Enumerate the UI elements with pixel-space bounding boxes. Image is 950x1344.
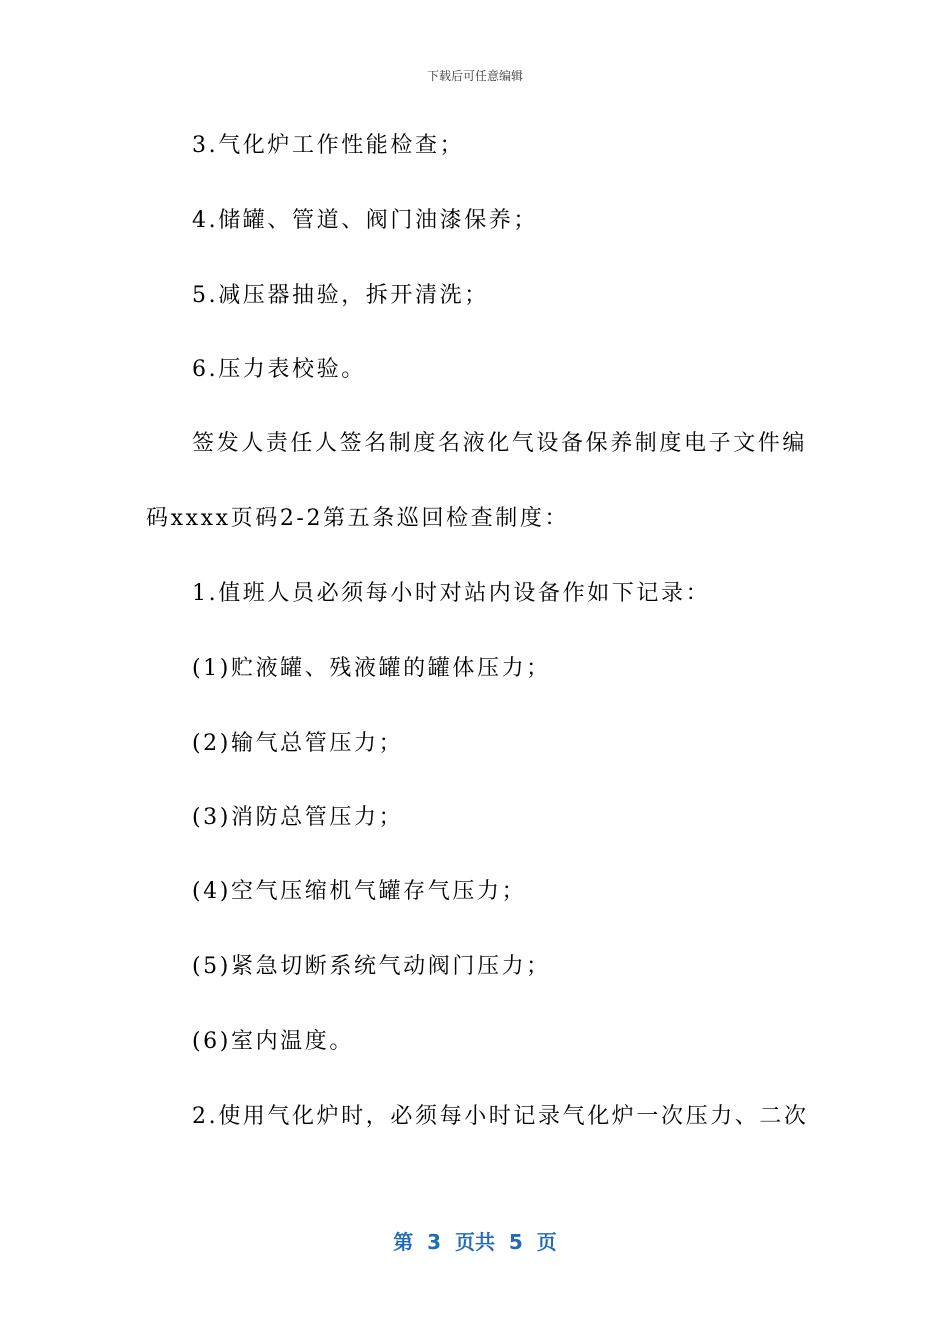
header-note: 下载后可任意编辑	[426, 69, 523, 83]
paragraph-line: 6.压力表校验。	[192, 357, 366, 382]
paragraph-line: (1)贮液罐、残液罐的罐体压力；	[192, 656, 551, 681]
paragraph-line: 2.使用气化炉时，必须每小时记录气化炉一次压力、二次	[192, 1104, 809, 1129]
paragraph-line: (3)消防总管压力；	[192, 805, 404, 830]
paragraph-line: 签发人责任人签名制度名液化气设备保养制度电子文件编	[192, 431, 808, 456]
paragraph-line: (6)室内温度。	[192, 1029, 354, 1054]
paragraph-line: 1.值班人员必须每小时对站内设备作如下记录：	[192, 581, 711, 606]
paragraph-line: 码xxxx页码2-2第五条巡回检查制度：	[146, 506, 570, 531]
paragraph-line: 3.气化炉工作性能检查；	[192, 133, 465, 158]
paragraph-line: (2)输气总管压力；	[192, 731, 404, 756]
paragraph-line: 5.减压器抽验，拆开清洗；	[192, 283, 489, 308]
paragraph-line: 4.储罐、管道、阀门油漆保养；	[192, 208, 538, 233]
paragraph-line: (5)紧急切断系统气动阀门压力；	[192, 954, 551, 979]
paragraph-line: (4)空气压缩机气罐存气压力；	[192, 879, 527, 904]
page-number-footer: 第 3 页共 5 页	[393, 1230, 557, 1254]
